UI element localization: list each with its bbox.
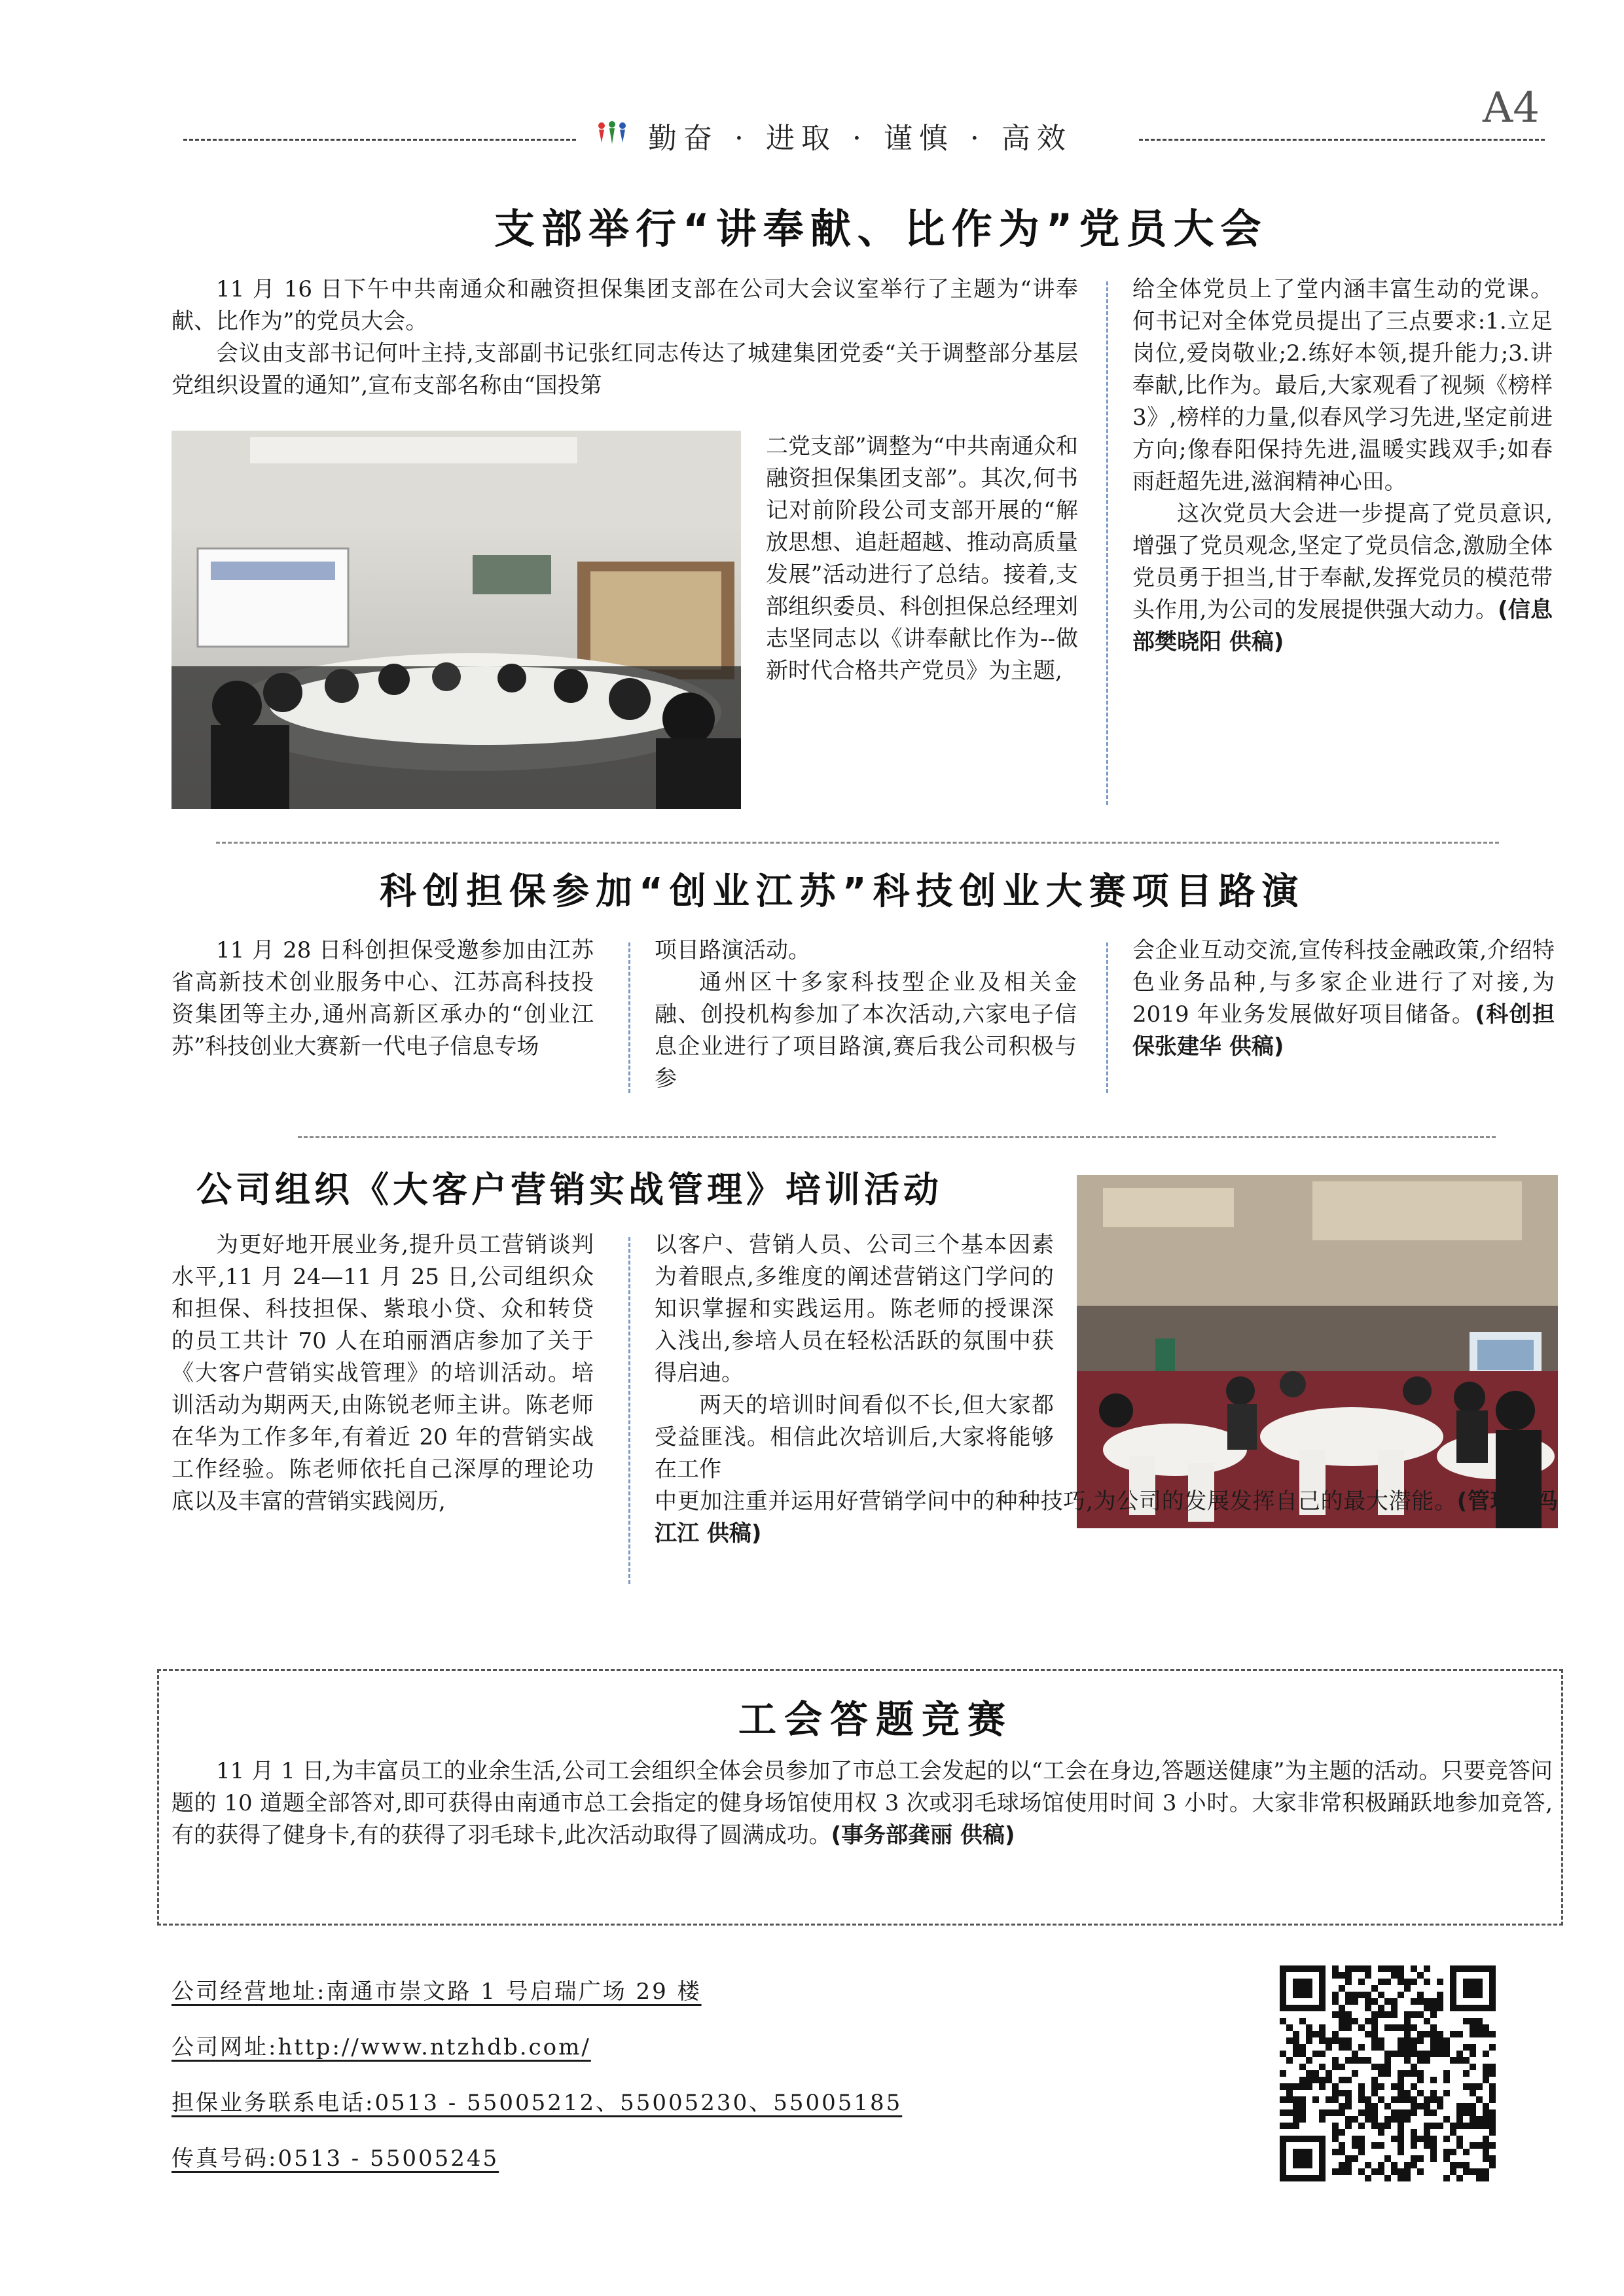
article3-title: 公司组织《大客户营销实战管理》培训活动	[196, 1169, 943, 1210]
article1-closing-text: 这次党员大会进一步提高了党员意识,增强了党员观念,坚定了党员信念,激励全体党员勇于担当,甘于奉献,发挥党员的模范带头作用,为公司的发展提供强大动力。	[1132, 501, 1553, 623]
article2-column-2	[655, 935, 1077, 1095]
article3-wide-text	[655, 1486, 1558, 1550]
article1-right-column	[1132, 274, 1553, 658]
article2-column-3-text: 会企业互动交流,宣传科技金融政策,介绍特色业务品种,与多家企业进行了对接,为 2019 年业务发展做好项目储备。	[1132, 937, 1555, 1028]
section-divider-1	[216, 842, 1499, 844]
footer-address: 公司经营地址:南通市崇文路 1 号启瑞广场 29 楼	[171, 1979, 702, 2005]
article1-left-column	[171, 274, 1078, 402]
article2-column-1: 11 月 28 日科创担保受邀参加由江苏省高新技术创业服务中心、江苏高科技投资集团等主办,通州高新区承办的“创业江苏”科技创业大赛新一代电子信息专场	[171, 937, 594, 1060]
article2-divider-2	[1106, 942, 1108, 1093]
qr-code	[1280, 1965, 1496, 2181]
article2-credit: (科创担保张建华 供稿)	[1132, 1001, 1555, 1060]
article1-column-divider	[1106, 281, 1108, 805]
footer-website[interactable]: 公司网址:http://www.ntzhdb.com/	[171, 2034, 591, 2060]
article2-column-3	[1132, 935, 1555, 1063]
article2-column-2-paragraph-1: 项目路演活动。	[655, 937, 810, 963]
article3-column-1: 为更好地开展业务,提升员工营销谈判水平,11 月 24—11 月 25 日,公司组织众和担保、科技担保、紫琅小贷、众和转贷的员工共计 70 人在珀丽酒店参加了关于《大客户营销实战管理》的培训活动。培训活动为期两天,由陈锐老师主讲。陈老师在华为工作多年,有着近 20 年的营销实战工作经验。陈老师依托自己深厚的理论功底以及丰富的营销实践阅历,	[171, 1232, 594, 1515]
article2-divider-1	[628, 942, 630, 1093]
training-photo	[1077, 1175, 1558, 1528]
article1-right-paragraph-2	[1132, 498, 1553, 658]
header-slogan: 勤奋 · 进取 · 谨慎 · 高效	[648, 122, 1072, 155]
article3-column-2	[655, 1229, 1054, 1486]
article1-credit: (信息部樊晓阳 供稿)	[1132, 597, 1553, 655]
article4-body	[171, 1755, 1553, 1852]
article2-column-2-paragraph-2: 通州区十多家科技型企业及相关金融、创投机构参加了本次活动,六家电子信息企业进行了项目路演,赛后我公司积极与参	[655, 969, 1077, 1092]
footer-fax: 传真号码:0513 - 55005245	[171, 2145, 499, 2172]
header-rule-right	[1139, 139, 1545, 141]
article1-wrap-column: 二党支部”调整为“中共南通众和融资担保集团支部”。其次,何书记对前阶段公司支部开展的“解放思想、追赶超越、推动高质量发展”活动进行了总结。接着,支部组织委员、科创担保总经理刘志坚同志以《讲奉献比作为--做新时代合格共产党员》为主题,	[766, 433, 1078, 684]
header-rule-left	[183, 139, 576, 141]
article4-credit: (事务部龚丽 供稿)	[831, 1822, 1015, 1848]
article1-right-paragraph-1: 给全体党员上了堂内涵丰富生动的党课。何书记对全体党员提出了三点要求:1.立足岗位,爱岗敬业;2.练好本领,提升能力;3.讲奉献,比作为。最后,大家观看了视频《榜样 3》,榜样的力量,似春风学习先进,坚定前进方向;像春阳保持先进,温暖实践双手;如春雨赶超先进,滋润精神心田。	[1132, 276, 1553, 495]
article4-title: 工会答题竞赛	[738, 1697, 1014, 1742]
article3-column-2-paragraph-1: 以客户、营销人员、公司三个基本因素为着眼点,多维度的阐述营销这门学问的知识掌握和实践运用。陈老师的授课深入浅出,参培人员在轻松活跃的氛围中获得启迪。	[655, 1232, 1054, 1386]
article3-divider	[628, 1237, 630, 1584]
section-divider-2	[298, 1136, 1496, 1138]
meeting-photo	[171, 431, 741, 809]
article3-column-2-paragraph-2: 两天的培训时间看似不长,但大家都受益匪浅。相信此次培训后,大家将能够在工作	[655, 1392, 1054, 1482]
article2-title: 科创担保参加“创业江苏”科技创业大赛项目路演	[380, 870, 1305, 913]
article1-paragraph-2: 会议由支部书记何叶主持,支部副书记张红同志传达了城建集团党委“关于调整部分基层党组织设置的通知”,宣布支部名称由“国投第	[171, 340, 1078, 399]
article3-credit: (管理部冯江江 供稿)	[655, 1488, 1558, 1547]
article3-closing-text: 中更加注重并运用好营销学问中的种种技巧,为公司的发展发挥自己的最大潜能。	[655, 1488, 1457, 1515]
article1-title: 支部举行“讲奉献、比作为”党员大会	[494, 205, 1268, 253]
header-logo-icon	[592, 119, 632, 148]
article1-paragraph-1: 11 月 16 日下午中共南通众和融资担保集团支部在公司大会议室举行了主题为“讲奉献、比作为”的党员大会。	[171, 276, 1078, 334]
footer-phone: 担保业务联系电话:0513 - 55005212、55005230、55005185	[171, 2090, 903, 2116]
article4-text: 11 月 1 日,为丰富员工的业余生活,公司工会组织全体会员参加了市总工会发起的以“工会在身边,答题送健康”为主题的活动。只要竞答问题的 10 道题全部答对,即可获得由南通市总工会指定的健身场馆使用权 3 次或羽毛球场馆使用时间 3 小时。大家非常积极踊跃地参加竞答,有的获得了健身卡,有的获得了羽毛球卡,此次活动取得了圆满成功。	[171, 1758, 1553, 1848]
page-number: A4	[1483, 84, 1540, 132]
